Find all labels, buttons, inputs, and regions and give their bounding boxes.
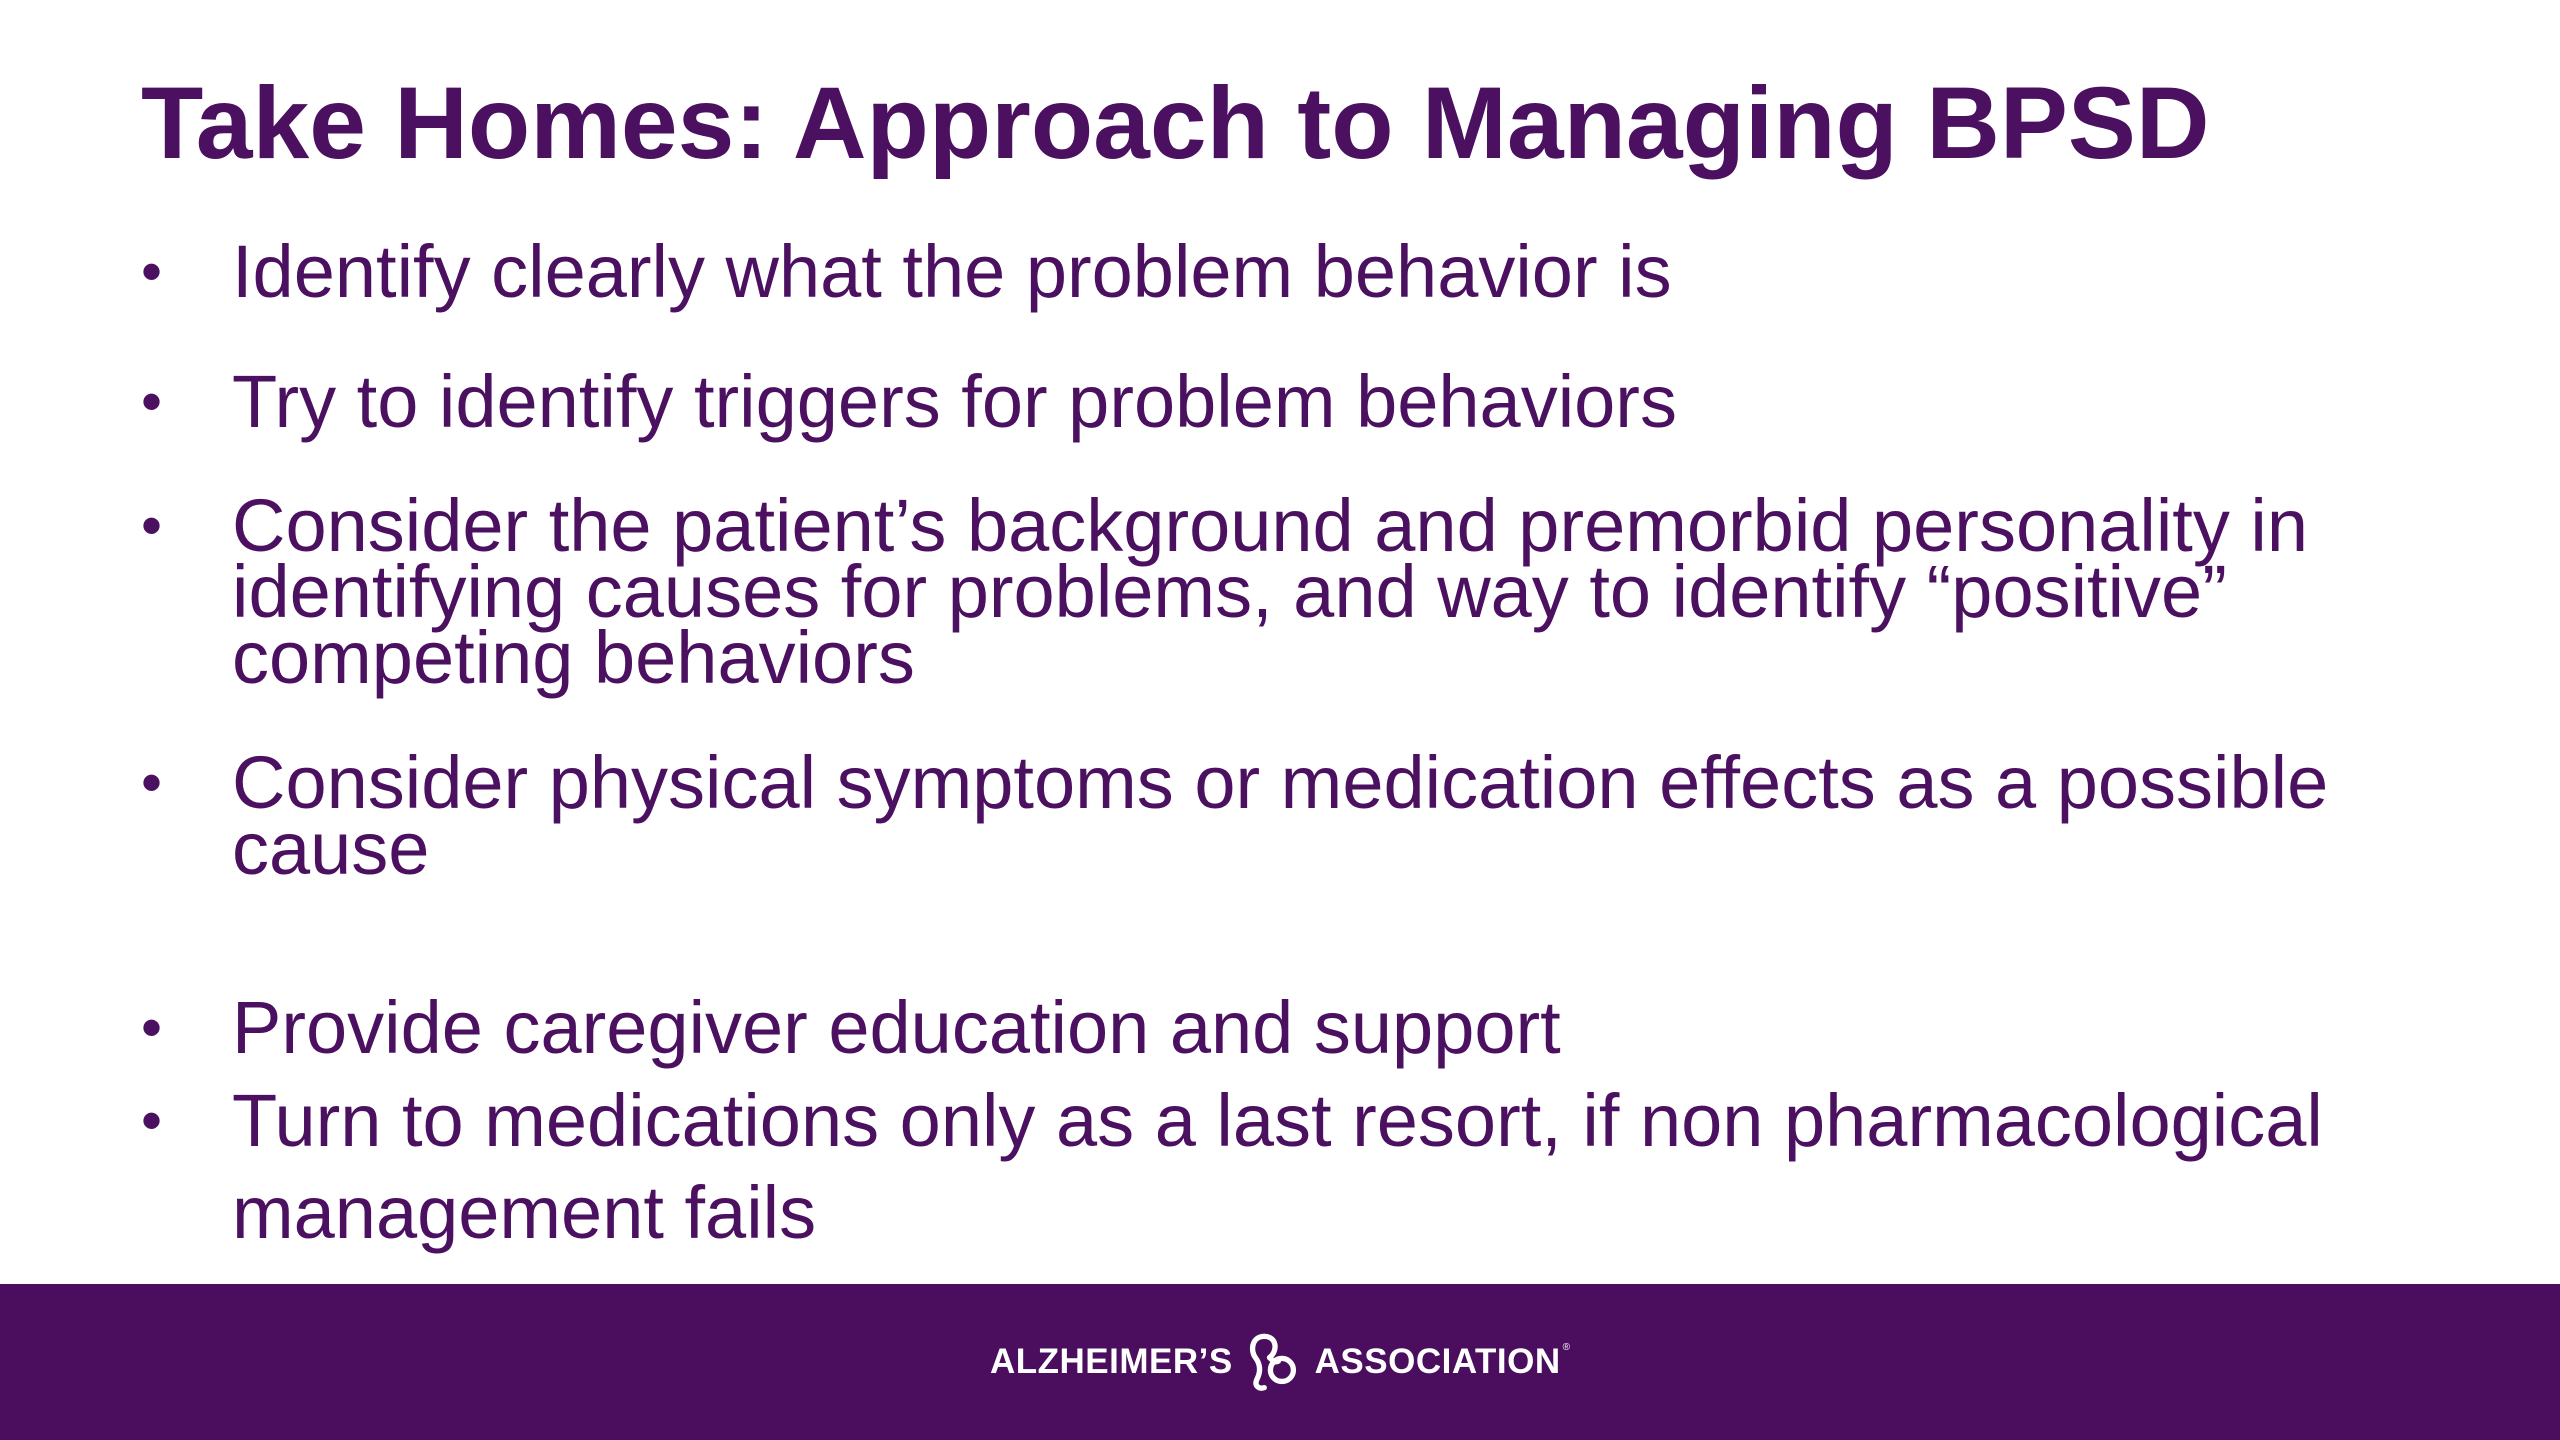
bullet-marker: •	[141, 238, 163, 305]
bullet-marker: •	[141, 994, 163, 1061]
trademark-symbol: ®	[1562, 1342, 1570, 1353]
logo-text-right: ASSOCIATION	[1314, 1342, 1561, 1381]
bullet-marker: •	[141, 1087, 163, 1154]
bullet-text: Provide caregiver education and support	[232, 986, 1561, 1069]
bullet-item	[141, 982, 2441, 1074]
bullet-marker: •	[141, 492, 163, 559]
bullet-text: Try to identify triggers for problem behaviors	[232, 360, 1677, 443]
bullet-item	[141, 741, 2441, 890]
bullet-marker: •	[141, 368, 163, 435]
bullet-text: Identify clearly what the problem behavior is	[232, 230, 1672, 313]
footer-bar	[0, 1284, 2560, 1440]
logo-text-left: ALZHEIMER’S	[990, 1342, 1233, 1381]
bullet-item	[141, 484, 2441, 699]
alzheimers-association-mark-icon	[1243, 1327, 1305, 1397]
bullet-text: Consider physical symptoms or medication effects as a possible cause	[232, 741, 2329, 890]
slide-title: Take Homes: Approach to Managing BPSD	[141, 66, 2210, 180]
alzheimers-association-logo[interactable]	[990, 1324, 1570, 1400]
bullet-item	[141, 356, 2441, 448]
bullet-item	[141, 226, 2441, 318]
bullet-text: Consider the patient’s background and premorbid personality in identifying causes for problems, and way to identify “positive” competing behaviors	[232, 484, 2309, 699]
bullet-text: Turn to medications only as a last resort, if non pharmacological management fails	[232, 1079, 2323, 1254]
bullet-item	[141, 1075, 2441, 1259]
bullet-marker: •	[141, 749, 163, 816]
